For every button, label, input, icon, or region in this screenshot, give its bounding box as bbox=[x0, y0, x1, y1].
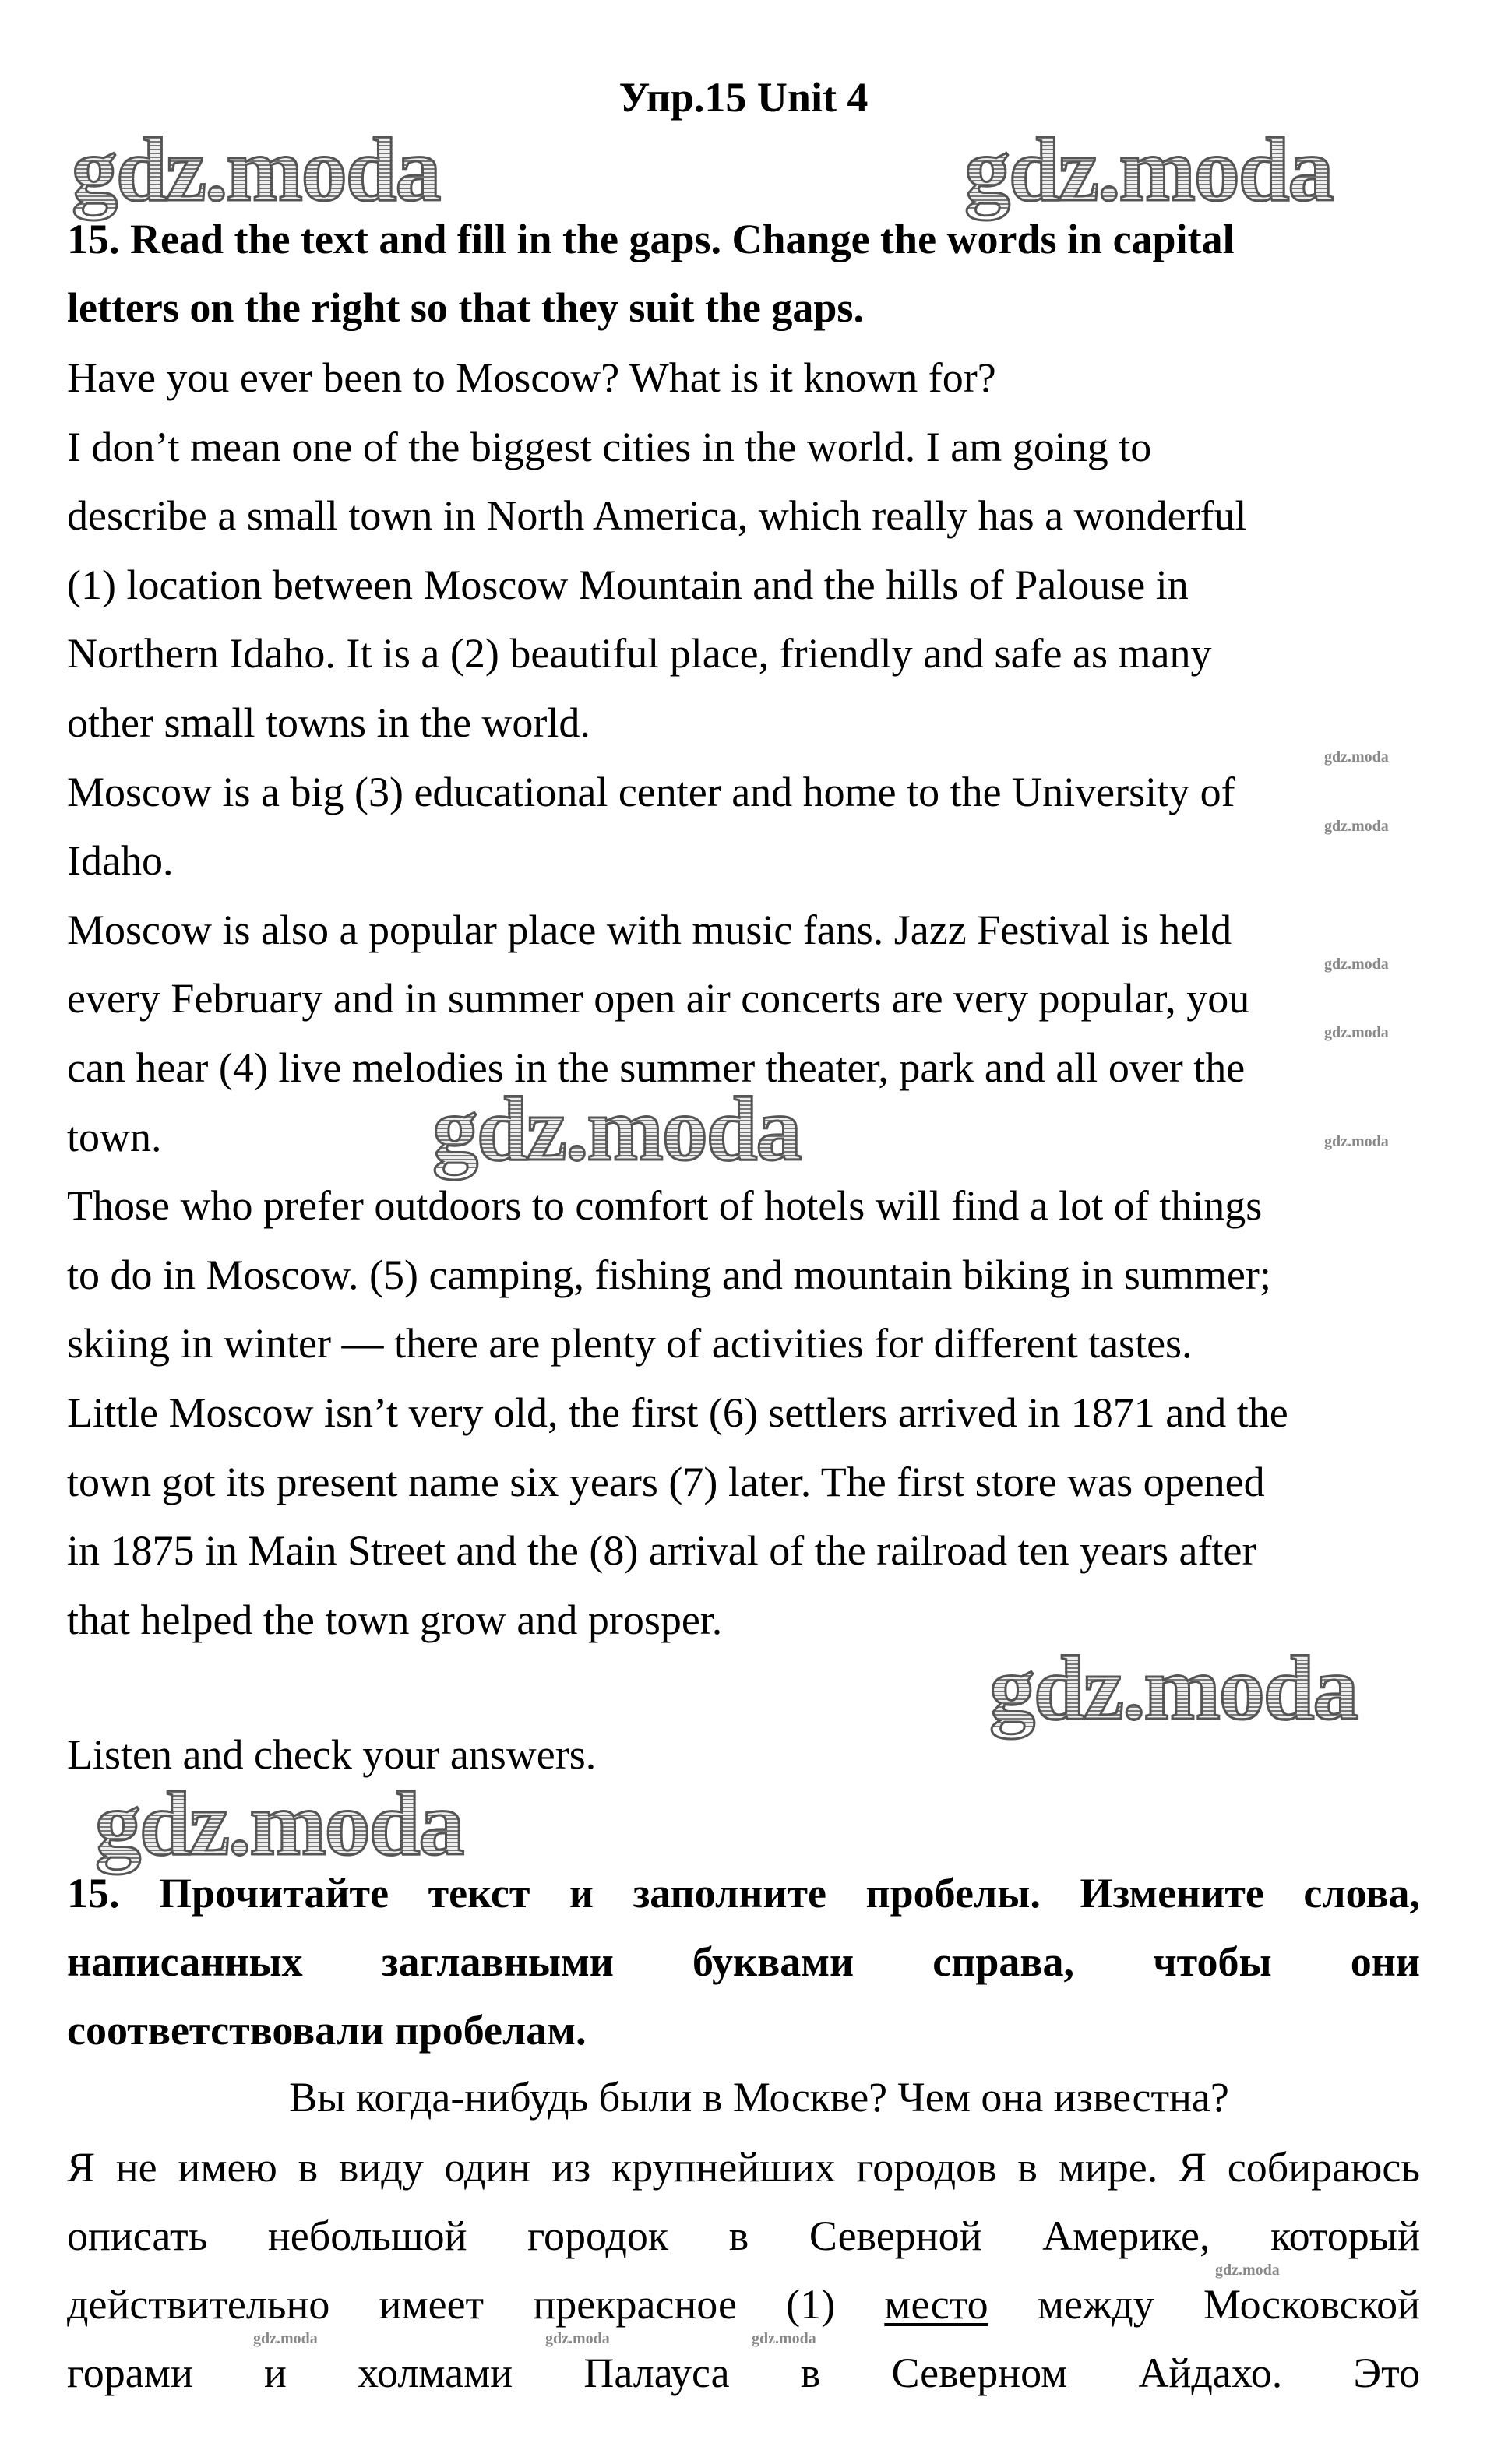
english-text-line: Moscow is a big (3) educational center and home to the University of bbox=[67, 768, 1235, 815]
russian-text-line: горами и холмами Палауса в Северном Айдахо. Это bbox=[67, 2350, 1420, 2396]
watermark-small: gdz.moda bbox=[1324, 818, 1389, 835]
english-text-line: every February and in summer open air concerts are very popular, you bbox=[67, 975, 1250, 1023]
answer-underlined: место bbox=[884, 2281, 988, 2328]
watermark-small: gdz.moda bbox=[253, 2330, 318, 2347]
english-text-line: to do in Moscow. (5) camping, fishing and mountain biking in summer; bbox=[67, 1251, 1271, 1298]
watermark-logo: gdz.moda bbox=[72, 118, 440, 220]
english-text-line: Little Moscow isn’t very old, the first (6) settlers arrived in 1871 and the bbox=[67, 1389, 1288, 1436]
watermark-logo: gdz.moda bbox=[95, 1772, 463, 1874]
task-russian: написанных заглавными буквами справа, чтобы они bbox=[67, 1938, 1420, 1985]
english-text-line: town got its present name six years (7) later. The first store was opened bbox=[67, 1458, 1265, 1505]
english-text-line: in 1875 in Main Street and the (8) arrival of the railroad ten years after bbox=[67, 1527, 1256, 1575]
russian-text-line: Я не имею в виду один из крупнейших городов в мире. Я собираюсь bbox=[67, 2144, 1420, 2191]
watermark-small: gdz.moda bbox=[1215, 2262, 1280, 2279]
english-text-line: I don’t mean one of the biggest cities in the world. I am going to bbox=[67, 423, 1152, 470]
watermark-small: gdz.moda bbox=[1324, 748, 1389, 766]
watermark-small: gdz.moda bbox=[1324, 956, 1389, 973]
english-text-line: town. bbox=[67, 1113, 162, 1160]
task-english: letters on the right so that they suit the gaps. bbox=[67, 284, 864, 331]
english-text-line: Have you ever been to Moscow? What is it known for? bbox=[67, 354, 996, 401]
watermark-small: gdz.moda bbox=[752, 2330, 816, 2347]
text: между Московской bbox=[988, 2281, 1420, 2328]
watermark-logo: gdz.moda bbox=[989, 1637, 1358, 1739]
text: действительно имеет прекрасное (1) bbox=[67, 2281, 885, 2328]
watermark-logo: gdz.moda bbox=[964, 118, 1333, 220]
english-text-line: Northern Idaho. It is a (2) beautiful place, friendly and safe as many bbox=[67, 630, 1212, 678]
russian-text-line: описать небольшой городок в Северной Америке, который bbox=[67, 2212, 1420, 2259]
task-russian: 15. Прочитайте текст и заполните пробелы. Измените слова, bbox=[67, 1870, 1420, 1917]
watermark-small: gdz.moda bbox=[1324, 1133, 1389, 1150]
english-text-line: Moscow is also a popular place with music fans. Jazz Festival is held bbox=[67, 906, 1232, 953]
english-text-line: Those who prefer outdoors to comfort of hotels will find a lot of things bbox=[67, 1182, 1263, 1230]
task-russian: соответствовали пробелам. bbox=[67, 2007, 587, 2054]
russian-question: Вы когда-нибудь были в Москве? Чем она известна? bbox=[289, 2074, 1229, 2121]
english-text-line: skiing in winter — there are plenty of activities for different tastes. bbox=[67, 1320, 1193, 1368]
english-text-line: that helped the town grow and prosper. bbox=[67, 1596, 723, 1643]
english-text-line: Idaho. bbox=[67, 837, 174, 885]
watermark-logo: gdz.moda bbox=[432, 1078, 801, 1180]
task-english: 15. Read the text and fill in the gaps. Change the words in capital bbox=[67, 216, 1235, 262]
page-title: Упр.15 Unit 4 bbox=[618, 74, 869, 121]
english-text-line: describe a small town in North America, which really has a wonderful bbox=[67, 492, 1247, 540]
listen-instruction: Listen and check your answers. bbox=[67, 1731, 597, 1778]
english-text-line: (1) location between Moscow Mountain and the hills of Palouse in bbox=[67, 561, 1189, 608]
watermark-small: gdz.moda bbox=[545, 2330, 610, 2347]
russian-text-line bbox=[67, 2281, 1420, 2328]
watermark-small: gdz.moda bbox=[1324, 1024, 1389, 1041]
english-text-line: can hear (4) live melodies in the summer theater, park and all over the bbox=[67, 1044, 1246, 1091]
english-text-line: other small towns in the world. bbox=[67, 699, 590, 746]
